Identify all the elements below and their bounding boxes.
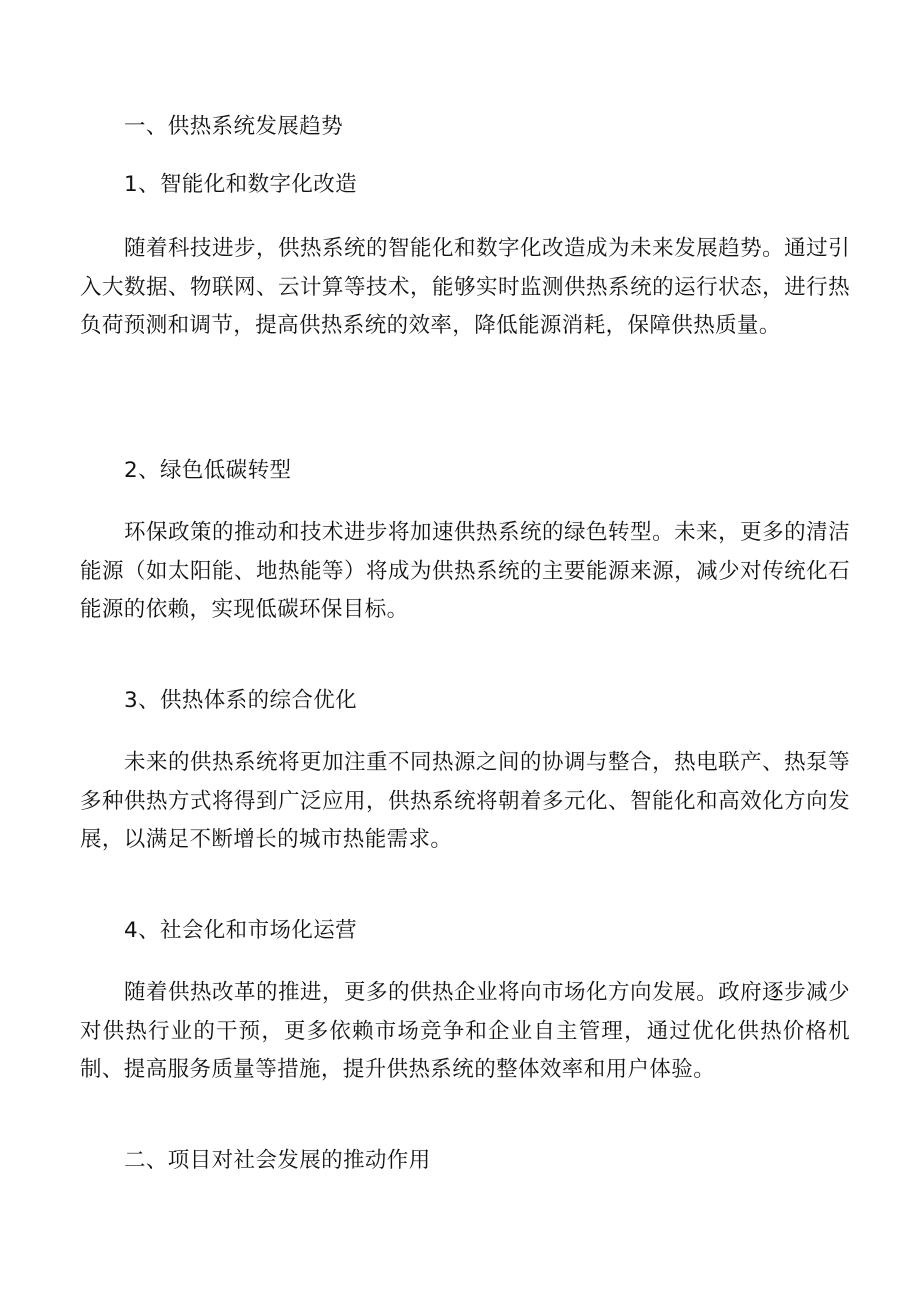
subsection-heading-2: 2、绿色低碳转型: [124, 458, 292, 483]
section-heading-1: 一、供热系统发展趋势: [124, 114, 344, 139]
paragraph-1: 随着科技进步，供热系统的智能化和数字化改造成为未来发展趋势。通过引入大数据、物联网、云计算等技术，能够实时监测供热系统的运行状态，进行热负荷预测和调节，提高供热系统的效率，降低能源消耗，保障供热质量。: [80, 236, 850, 338]
section-heading-2: 二、项目对社会发展的推动作用: [124, 1148, 431, 1173]
subsection-heading-1: 1、智能化和数字化改造: [124, 172, 358, 197]
paragraph-3: 未来的供热系统将更加注重不同热源之间的协调与整合，热电联产、热泵等多种供热方式将得到广泛应用，供热系统将朝着多元化、智能化和高效化方向发展，以满足不断增长的城市热能需求。: [80, 750, 850, 852]
paragraph-4: 随着供热改革的推进，更多的供热企业将向市场化方向发展。政府逐步减少对供热行业的干预，更多依赖市场竞争和企业自主管理，通过优化供热价格机制、提高服务质量等措施，提升供热系统的整体效率和用户体验。: [80, 980, 850, 1082]
subsection-heading-3: 3、供热体系的综合优化: [124, 688, 358, 713]
paragraph-2: 环保政策的推动和技术进步将加速供热系统的绿色转型。未来，更多的清洁能源（如太阳能、地热能等）将成为供热系统的主要能源来源，减少对传统化石能源的依赖，实现低碳环保目标。: [80, 520, 850, 622]
subsection-heading-4: 4、社会化和市场化运营: [124, 918, 358, 943]
